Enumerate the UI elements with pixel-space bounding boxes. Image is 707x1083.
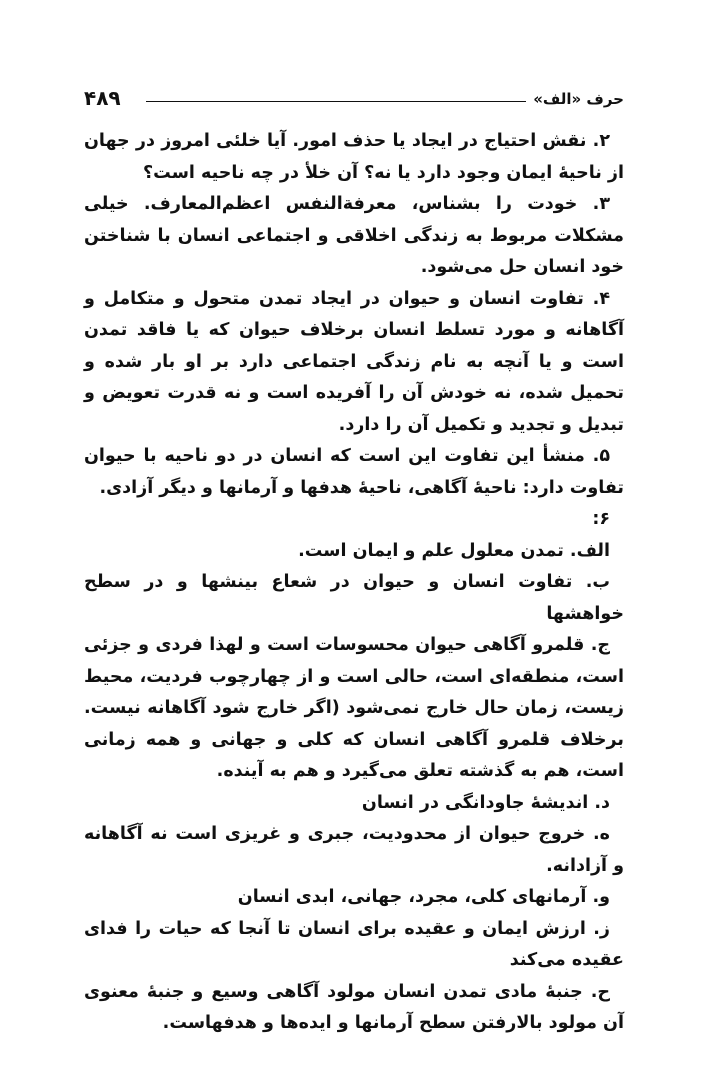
running-head: حرف «الف» <box>533 90 624 108</box>
paragraph-subitem-dal: د. اندیشهٔ جاودانگی در انسان <box>361 792 610 813</box>
paragraph-subitem-alef: الف. تمدن معلول علم و ایمان است. <box>298 540 610 561</box>
paragraph-item-5: ۵. منشأ این تفاوت این است که انسان در دو ناحیه با حیوان تفاوت دارد: ناحیهٔ آگاهی، ناحیهٔ هدفها و آرمانها و دیگر آزادی. <box>84 446 624 498</box>
paragraph-subitem-he-jimi: ح. جنبهٔ مادی تمدن انسان مولود آگاهی وسیع و جنبهٔ معنوی آن مولود بالارفتن سطح آرمانها و ایده‌ها و هدفهاست. <box>84 981 624 1033</box>
page-number: ۴۸۹ <box>84 86 121 110</box>
paragraph-item-4: ۴. تفاوت انسان و حیوان در ایجاد تمدن متحول و متکامل و آگاهانه و مورد تسلط انسان برخلاف حیوان که یا فاقد تمدن است و یا آنچه به نام زندگی اجتماعی دارد بر او بار شده و تحمیل شده، نه خودش آن را آفریده است و نه قدرت تعویض و تبدیل و تجدید و تکمیل آن را دارد. <box>84 288 624 435</box>
paragraph-subitem-ze: ز. ارزش ایمان و عقیده برای انسان تا آنجا که حیات را فدای عقیده می‌کند <box>84 918 624 970</box>
page-header <box>84 86 624 116</box>
paragraph-item-2: ۲. نقش احتیاج در ایجاد یا حذف امور. آیا خلئی امروز در جهان از ناحیهٔ ایمان وجود دارد یا نه؟ آن خلأ در چه ناحیه است؟ <box>84 131 624 183</box>
paragraph-subitem-be: ب. تفاوت انسان و حیوان در شعاع بینشها و در سطح خواهشها <box>84 572 624 624</box>
paragraph-subitem-he: ه. خروج حیوان از محدودیت، جبری و غریزی است نه آگاهانه و آزادانه. <box>84 824 624 876</box>
paragraph-subitem-vav: و. آرمانهای کلی، مجرد، جهانی، ابدی انسان <box>237 887 610 907</box>
header-rule <box>146 101 526 102</box>
body-text <box>84 126 624 1040</box>
paragraph-subitem-jim: ج. قلمرو آگاهی حیوان محسوسات است و لهذا فردی و جزئی است، منطقه‌ای است، حالی است و از چهارچوب فردیت، محیط زیست، زمان حال خارج نمی‌شود (اگر خارج شود آگاهانه نیست. برخلاف قلمرو آگاهی انسان که کلی و جهانی و همه زمانی است، هم به گذشته تعلق می‌گیرد و هم به آینده. <box>84 635 624 781</box>
paragraph-item-6: ۶: <box>592 509 610 529</box>
paragraph-item-3: ۳. خودت را بشناس، معرفةالنفس اعظم‌المعارف. خیلی مشکلات مربوط به زندگی اخلاقی و اجتماعی انسان با شناختن خود انسان حل می‌شود. <box>84 194 624 277</box>
